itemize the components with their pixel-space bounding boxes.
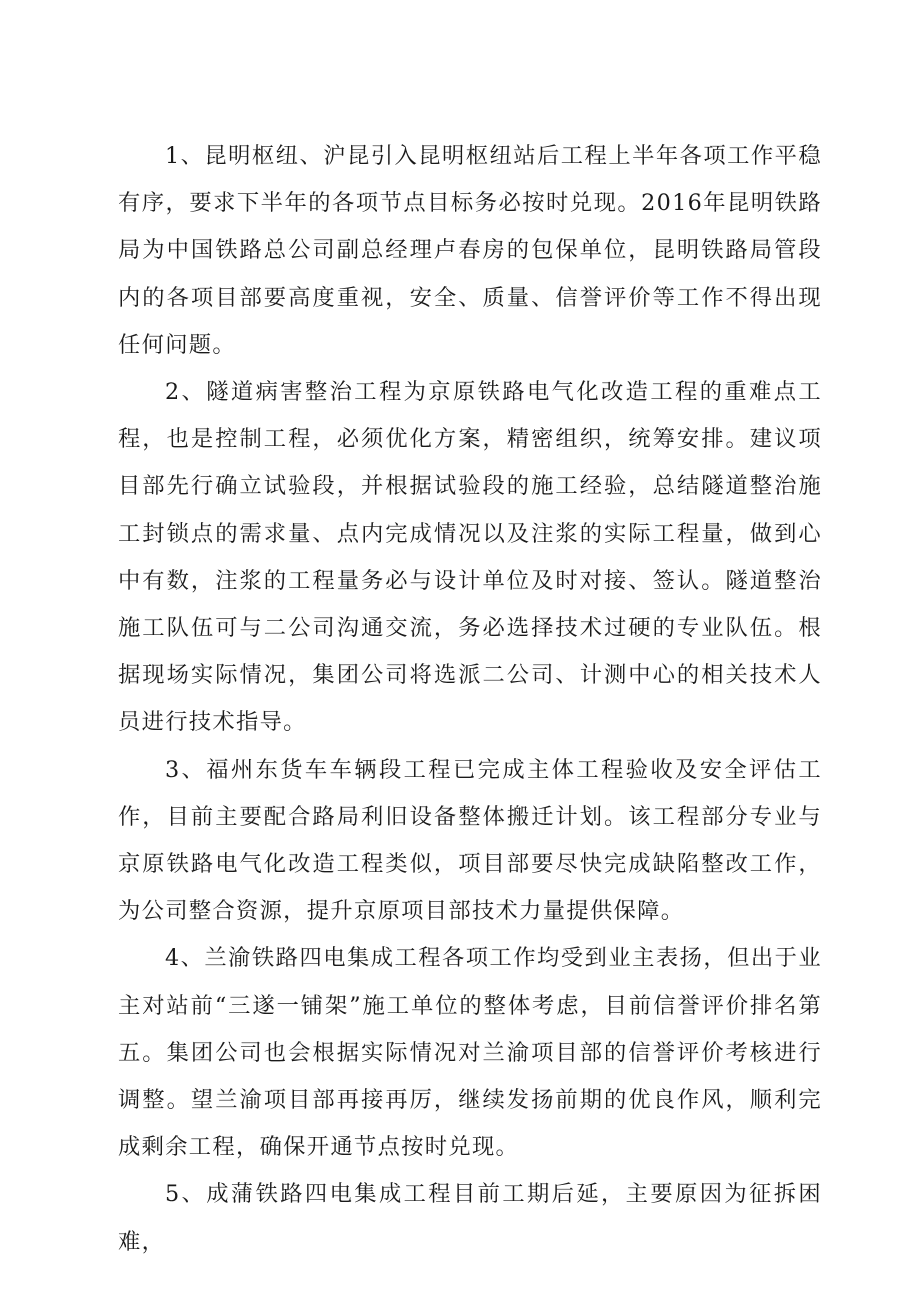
paragraph-4: 4、兰渝铁路四电集成工程各项工作均受到业主表扬，但出于业主对站前“三遂一铺架”施工单位的整体考虑，目前信誉评价排名第五。集团公司也会根据实际情况对兰渝项目部的信誉评价考核进行调整。望兰渝项目部再接再厉，继续发扬前期的优良作风，顺利完成剩余工程，确保开通节点按时兑现。 <box>118 945 822 1161</box>
paragraph-2: 2、隧道病害整治工程为京原铁路电气化改造工程的重难点工程，也是控制工程，必须优化方案，精密组织，统筹安排。建议项目部先行确立试验段，并根据试验段的施工经验，总结隧道整治施工封锁点的需求量、点内完成情况以及注浆的实际工程量，做到心中有数，注浆的工程量务必与设计单位及时对接、签认。隧道整治施工队伍可与二公司沟通交流，务必选择技术过硬的专业队伍。根据现场实际情况，集团公司将选派二公司、计测中心的相关技术人员进行技术指导。 <box>118 379 822 736</box>
paragraph-5: 5、成蒲铁路四电集成工程目前工期后延，主要原因为征拆困难， <box>118 1181 822 1255</box>
document-body <box>118 133 822 1266</box>
paragraph-1: 1、昆明枢纽、沪昆引入昆明枢纽站后工程上半年各项工作平稳有序，要求下半年的各项节点目标务必按时兑现。2016年昆明铁路局为中国铁路总公司副总经理卢春房的包保单位，昆明铁路局管段内的各项目部要高度重视，安全、质量、信誉评价等工作不得出现任何问题。 <box>118 143 822 358</box>
paragraph-3: 3、福州东货车车辆段工程已完成主体工程验收及安全评估工作，目前主要配合路局利旧设备整体搬迁计划。该工程部分专业与京原铁路电气化改造工程类似，项目部要尽快完成缺陷整改工作，为公司整合资源，提升京原项目部技术力量提供保障。 <box>118 756 822 925</box>
